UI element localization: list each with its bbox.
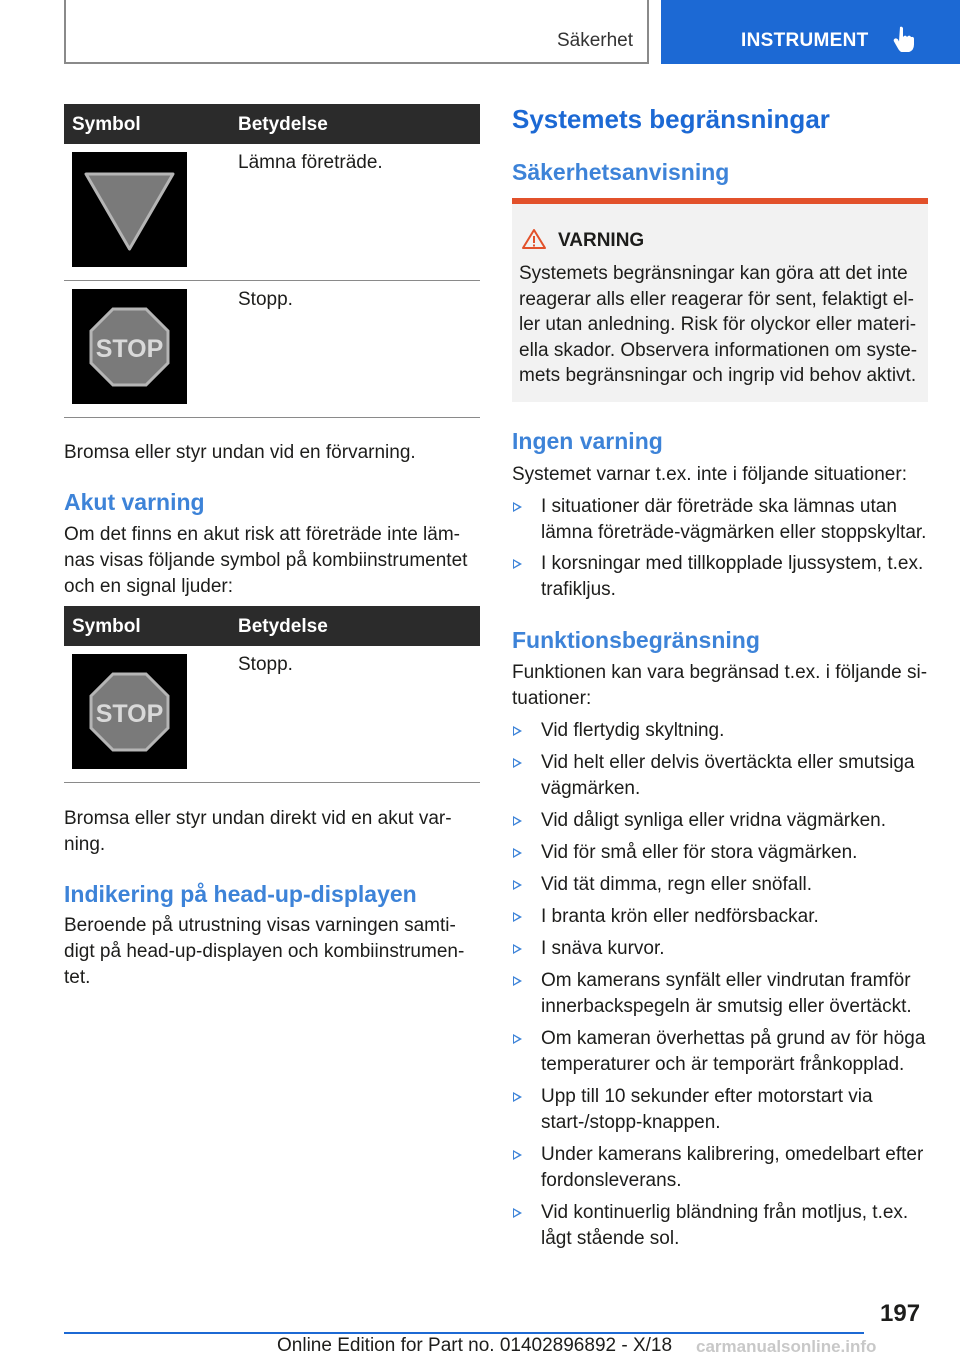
paragraph: tuationer: xyxy=(512,688,592,709)
warning-triangle-icon xyxy=(521,228,547,250)
bullet-triangle-icon xyxy=(513,726,522,736)
table-row xyxy=(64,144,480,281)
page-number: 197 xyxy=(880,1300,921,1327)
function-limit-list xyxy=(512,718,932,1252)
bullet-triangle-icon xyxy=(513,502,522,512)
bullet-triangle-icon xyxy=(513,559,522,569)
paragraph: Om det finns en akut risk att företräde inte läm- xyxy=(64,524,461,545)
list-item xyxy=(512,936,932,962)
hud-heading: Indikering på head-up-displayen xyxy=(64,881,417,907)
stop-sign-icon xyxy=(72,654,187,769)
list-item xyxy=(512,1142,932,1194)
warning-line: ler utan anledning. Risk för olyckor eller materi- xyxy=(519,314,917,335)
bullet-triangle-icon xyxy=(513,912,522,922)
paragraph: Systemet varnar t.ex. inte i följande situationer: xyxy=(512,464,907,485)
warning-line: ella skador. Observera informationen om syste- xyxy=(519,339,918,361)
list-item xyxy=(512,904,932,930)
row-meaning: Stopp. xyxy=(238,654,293,675)
stop-sign-text: STOP xyxy=(95,335,164,363)
bullet-triangle-icon xyxy=(513,1034,522,1044)
paragraph: digt på head-up-displayen och kombiinstrumen- xyxy=(64,941,465,962)
list-item-text: Om kamerans synfält eller vindrutan framför innerbackspegeln är smutsig eller övertäckt. xyxy=(541,970,912,1017)
paragraph: nas visas följande symbol på kombiinstrumentet xyxy=(64,550,468,571)
list-item-text: Vid dåligt synliga eller vridna vägmärken. xyxy=(541,810,886,831)
list-item xyxy=(512,808,932,834)
bullet-triangle-icon xyxy=(513,816,522,826)
paragraph: Bromsa eller styr undan direkt vid en akut var- xyxy=(64,808,452,829)
list-item-text: Om kameran överhettas på grund av för höga temperaturer och är temporärt frånkopplad. xyxy=(541,1028,926,1075)
list-item xyxy=(512,968,932,1020)
warning-label: VARNING xyxy=(558,230,645,251)
list-item-text: I branta krön eller nedförsbackar. xyxy=(541,906,819,927)
list-item xyxy=(512,750,932,802)
function-limit-heading: Funktionsbegränsning xyxy=(512,627,760,653)
table-row xyxy=(64,646,480,783)
paragraph: Funktionen kan vara begränsad t.ex. i följande si- xyxy=(512,662,928,683)
bullet-triangle-icon xyxy=(513,880,522,890)
stop-sign-icon xyxy=(72,289,187,404)
col-symbol: Symbol xyxy=(72,616,141,637)
list-item-text: I snäva kurvor. xyxy=(541,938,665,959)
symbol-table-1 xyxy=(64,104,480,418)
table-row xyxy=(64,281,480,418)
watermark: carmanualsonline.info xyxy=(696,1337,877,1356)
row-meaning: Lämna företräde. xyxy=(238,152,383,173)
row-meaning: Stopp. xyxy=(238,289,293,310)
footer-divider xyxy=(64,1332,864,1334)
warning-line: Systemets begränsningar kan göra att det inte xyxy=(519,263,908,284)
col-symbol: Symbol xyxy=(72,114,141,135)
list-item-text: I situationer där företräde ska lämnas utan lämna företräde-vägmärken eller stoppskyltar. xyxy=(541,496,927,543)
list-item-text: Vid flertydig skyltning. xyxy=(541,720,725,741)
table-header xyxy=(64,104,480,144)
paragraph: tet. xyxy=(64,967,91,988)
list-item xyxy=(512,1084,932,1136)
list-item xyxy=(512,1200,932,1252)
bullet-triangle-icon xyxy=(513,976,522,986)
warning-text xyxy=(519,261,923,389)
stop-sign-text: STOP xyxy=(95,700,164,728)
safety-heading: Säkerhetsanvisning xyxy=(512,159,730,185)
bullet-triangle-icon xyxy=(513,1150,522,1160)
list-item xyxy=(512,718,932,744)
no-warning-heading: Ingen varning xyxy=(512,428,663,454)
table-header xyxy=(64,606,480,646)
bullet-triangle-icon xyxy=(513,848,522,858)
warning-line: reagerar alls eller reagerar för sent, felaktigt el- xyxy=(519,288,914,310)
bullet-triangle-icon xyxy=(513,1208,522,1218)
page-title: Systemets begränsningar xyxy=(512,104,830,134)
header-section-label: Säkerhet xyxy=(556,30,633,51)
bullet-triangle-icon xyxy=(513,758,522,768)
acute-warning-heading: Akut varning xyxy=(64,489,205,515)
warning-line: mets begränsningar och ingrip vid behov aktivt. xyxy=(519,365,917,386)
list-item xyxy=(512,551,932,603)
symbol-table-2 xyxy=(64,606,480,783)
col-meaning: Betydelse xyxy=(238,616,328,637)
list-item xyxy=(512,494,932,546)
paragraph: Beroende på utrustning visas varningen samti- xyxy=(64,915,456,936)
paragraph: och en signal ljuder: xyxy=(64,576,233,597)
hand-pointer-icon xyxy=(893,26,915,52)
bullet-triangle-icon xyxy=(513,1092,522,1102)
header-chapter-tab xyxy=(661,0,960,64)
list-item-text: Vid tät dimma, regn eller snöfall. xyxy=(541,874,813,895)
list-item xyxy=(512,840,932,866)
list-item xyxy=(512,1026,932,1078)
list-item-text: Under kamerans kalibrering, omedelbart efter fordonsleverans. xyxy=(541,1144,924,1191)
list-item-text: Vid kontinuerlig bländning från motljus, t.ex. lågt stående sol. xyxy=(541,1202,909,1249)
warning-box xyxy=(512,198,928,402)
paragraph: ning. xyxy=(64,834,106,855)
no-warning-list xyxy=(512,494,932,603)
list-item-text: Upp till 10 sekunder efter motorstart via start-/stopp-knappen. xyxy=(541,1086,873,1133)
col-meaning: Betydelse xyxy=(238,114,328,135)
paragraph: Bromsa eller styr undan vid en förvarning. xyxy=(64,442,416,463)
yield-sign-icon xyxy=(72,152,187,267)
bullet-triangle-icon xyxy=(513,944,522,954)
list-item xyxy=(512,872,932,898)
header-section-tab xyxy=(64,0,649,64)
list-item-text: Vid för små eller för stora vägmärken. xyxy=(541,842,858,863)
list-item-text: Vid helt eller delvis övertäckta eller smutsiga vägmärken. xyxy=(541,752,915,799)
list-item-text: I korsningar med tillkopplade ljussystem, t.ex. trafikljus. xyxy=(541,553,924,600)
footer-edition: Online Edition for Part no. 01402896892 - X/18 xyxy=(277,1335,673,1356)
header-chapter-label: INSTRUMENT xyxy=(741,30,869,51)
